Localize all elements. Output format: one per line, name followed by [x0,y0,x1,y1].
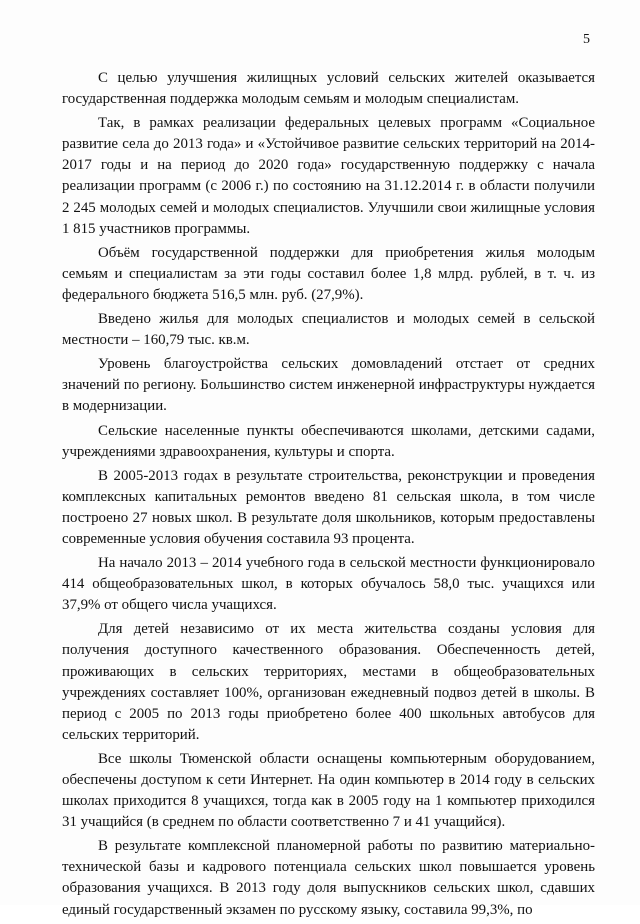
paragraph-federal-programs: Так, в рамках реализации федеральных целевых программ «Социальное развитие села до 2013 года» и «Устойчивое развитие сельских территорий на 2014-2017 годы и на период до 2020 года» государственную поддержку с начала реализации программ (с 2006 г.) по состоянию на 31.12.2014 г. в области получили 2 245 молодых семей и молодых специалистов. Улучшили свои жилищные условия 1 815 участников программы. [62,115,595,237]
paragraph-settlements: Сельские населенные пункты обеспечиваются школами, детскими садами, учреждениями здравоохранения, культуры и спорта. [62,422,595,460]
paragraph-school-construction: В 2005-2013 годах в результате строительства, реконструкции и проведения комплексных капитальных ремонтов введено 81 сельская школа, в том числе построено 27 новых школ. В результате доля школьников, которым предоставлены современные условия обучения составила 93 процента. [62,467,595,547]
document-body [62,68,595,924]
paragraph-computers: Все школы Тюменской области оснащены компьютерным оборудованием, обеспечены доступом к сети Интернет. На один компьютер в 2014 году в сельских школах приходится 8 учащихся, тогда как в 2005 году на 1 компьютер приходился 31 учащийся (в среднем по области соответственно 7 и 41 учащийся). [62,750,595,831]
paragraph-housing-commissioned: Введено жилья для молодых специалистов и молодых семей в сельской местности – 160,79 тыс. кв.м. [62,311,595,349]
paragraph-housing-support: С целью улучшения жилищных условий сельских жителей оказывается государственная поддержка молодым семьям и молодым специалистам. [62,70,595,108]
paragraph-support-volume: Объём государственной поддержки для приобретения жилья молодым семьям и специалистам за эти годы составил более 1,8 млрд. рублей, в т. ч. из федерального бюджета 516,5 млн. руб. (27,9%). [62,244,595,303]
page-number: 5 [583,32,590,47]
paragraph-education-access: Для детей независимо от их места жительства созданы условия для получения доступного качественного образования. Обеспеченность детей, проживающих в сельских территориях, местами в общеобразовательных учреждениях составляет 100%, организован ежедневный подвоз детей в школы. В период с 2005 по 2013 годы приобретено более 400 школьных автобусов для сельских территорий. [62,621,595,743]
paragraph-infrastructure: Уровень благоустройства сельских домовладений отстает от средних значений по региону. Большинство систем инженерной инфраструктуры нуждается в модернизации. [62,356,595,415]
paragraph-school-year: На начало 2013 – 2014 учебного года в сельской местности функционировало 414 общеобразовательных школ, в которых обучалось 58,0 тыс. учащихся или 37,9% от общего числа учащихся. [62,555,595,614]
paragraph-education-level: В результате комплексной планомерной работы по развитию материально-технической базы и кадрового потенциала сельских школ повышается уровень образования учащихся. В 2013 году доля выпускников сельских школ, сдавших единый государственный экзамен по русскому языку, составила 99,3%, по [62,838,595,918]
